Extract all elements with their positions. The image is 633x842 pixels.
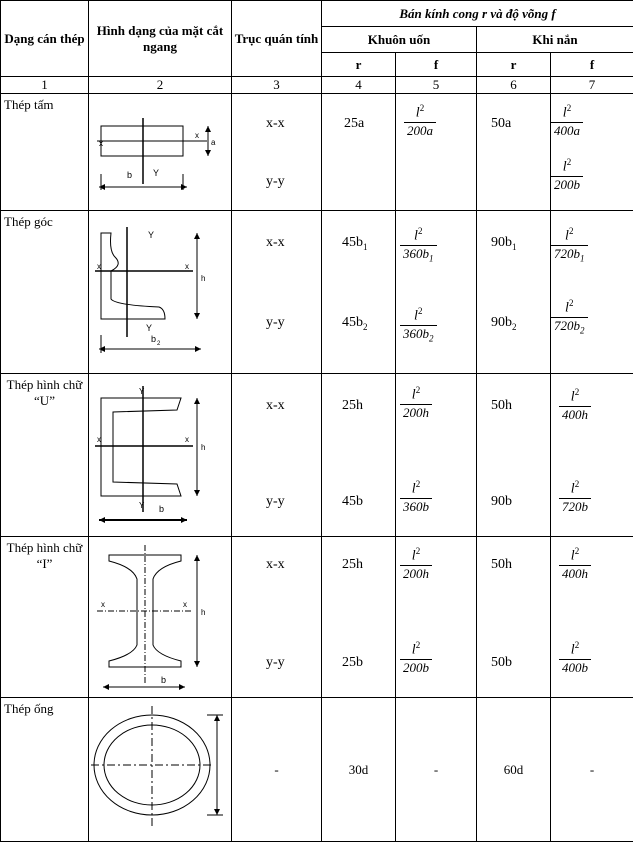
fraction: $\frac{l^2}{200a}$ xyxy=(404,100,436,139)
header-cross-section: Hình dạng của mặt cắt ngang xyxy=(89,1,232,77)
col-number: 7 xyxy=(551,77,633,94)
r-nan-thep-i xyxy=(477,537,551,698)
r-value: $45b_2$ xyxy=(342,315,368,332)
ibeam-section-diagram xyxy=(89,537,232,693)
axis-xx: x-x xyxy=(266,235,285,251)
axis-xx: x-x xyxy=(266,116,285,132)
header-khuon-uon: Khuôn uốn xyxy=(322,27,477,53)
header-steel-type: Dạng cán thép xyxy=(1,1,89,77)
fraction: $\frac{l^2}{400h}$ xyxy=(559,543,591,582)
svg-text:h: h xyxy=(201,608,205,617)
fraction: $\frac{l^2}{200h}$ xyxy=(400,543,432,582)
svg-text:Y: Y xyxy=(139,387,145,396)
fraction: $\frac{l^2}{200b}$ xyxy=(400,637,432,676)
svg-text:Y: Y xyxy=(146,323,152,333)
col-number: 3 xyxy=(232,77,322,94)
r-khuon-thep-u xyxy=(322,374,396,537)
channel-section-diagram xyxy=(89,374,232,532)
r-value: 25a xyxy=(344,116,364,132)
svg-text:x: x xyxy=(195,131,199,140)
row-name-thep-ong: Thép ống xyxy=(1,698,89,842)
svg-text:h: h xyxy=(201,443,205,452)
fraction: $\frac{l^2}{360b_1}$ xyxy=(400,223,437,266)
axes-thep-tam xyxy=(232,94,322,211)
axis-yy: y-y xyxy=(266,655,285,671)
header-khi-nan: Khi nắn xyxy=(477,27,633,53)
svg-text:Y: Y xyxy=(148,230,154,240)
r-khuon-thep-tam xyxy=(322,94,396,211)
r-nan-thep-u xyxy=(477,374,551,537)
fraction: $\frac{l^2}{200h}$ xyxy=(400,382,432,421)
fraction: $\frac{l^2}{400a}$ xyxy=(551,100,583,139)
svg-text:Y: Y xyxy=(139,501,145,510)
svg-text:Y: Y xyxy=(153,168,159,178)
r-value: 45b xyxy=(342,494,363,510)
f-nan-thep-tam xyxy=(551,94,633,211)
axis-yy: y-y xyxy=(266,315,285,331)
axes-thep-u xyxy=(232,374,322,537)
f-nan-thep-goc xyxy=(551,211,633,374)
plate-section-diagram xyxy=(89,94,232,206)
f-nan-thep-ong: - xyxy=(551,698,633,842)
axes-thep-i xyxy=(232,537,322,698)
r-value: 50h xyxy=(491,398,512,414)
svg-text:b: b xyxy=(151,334,156,344)
r-nan-thep-ong: 60d xyxy=(477,698,551,842)
axis-thep-ong: - xyxy=(232,698,322,842)
figure-channel xyxy=(89,374,232,537)
svg-text:a: a xyxy=(211,138,216,147)
r-khuon-thep-ong: 30d xyxy=(322,698,396,842)
f-khuon-thep-u xyxy=(396,374,477,537)
r-value: $45b_1$ xyxy=(342,235,368,252)
svg-text:x: x xyxy=(185,435,189,444)
f-khuon-thep-ong: - xyxy=(396,698,477,842)
fraction: $\frac{l^2}{720b}$ xyxy=(559,476,591,515)
f-khuon-thep-goc xyxy=(396,211,477,374)
fraction: $\frac{l^2}{360b_2}$ xyxy=(400,303,437,346)
f-nan-thep-i xyxy=(551,537,633,698)
fraction: $\frac{l^2}{720b_1}$ xyxy=(551,223,588,266)
fraction: $\frac{l^2}{400b}$ xyxy=(559,637,591,676)
col-number: 2 xyxy=(89,77,232,94)
svg-text:x: x xyxy=(101,600,105,609)
axes-thep-goc xyxy=(232,211,322,374)
row-name-thep-goc: Thép góc xyxy=(1,211,89,374)
header-inertia-axis: Trục quán tính xyxy=(232,1,322,77)
r-nan-thep-tam xyxy=(477,94,551,211)
row-name-thep-u: Thép hình chữ “U” xyxy=(1,374,89,537)
r-value: 50a xyxy=(491,116,511,132)
r-value: 25h xyxy=(342,398,363,414)
svg-text:x: x xyxy=(97,435,101,444)
r-value: 25h xyxy=(342,557,363,573)
svg-text:2: 2 xyxy=(157,341,161,347)
row-name-thep-i: Thép hình chữ “I” xyxy=(1,537,89,698)
angle-section-diagram xyxy=(89,211,232,369)
pipe-section-diagram xyxy=(89,698,232,837)
figure-angle xyxy=(89,211,232,374)
svg-text:x: x xyxy=(99,139,103,148)
axis-yy: y-y xyxy=(266,494,285,510)
r-value: 50b xyxy=(491,655,512,671)
r-value: $90b_1$ xyxy=(491,235,517,252)
col-number: 1 xyxy=(1,77,89,94)
figure-ibeam xyxy=(89,537,232,698)
header-f-khuon: f xyxy=(396,53,477,77)
fraction: $\frac{l^2}{400h}$ xyxy=(559,384,591,423)
header-r-khuon: r xyxy=(322,53,396,77)
r-nan-thep-goc xyxy=(477,211,551,374)
r-value: 50h xyxy=(491,557,512,573)
axis-yy: y-y xyxy=(266,174,285,190)
col-number: 6 xyxy=(477,77,551,94)
row-name-thep-tam: Thép tấm xyxy=(1,94,89,211)
col-number: 4 xyxy=(322,77,396,94)
f-khuon-thep-tam xyxy=(396,94,477,211)
axis-xx: x-x xyxy=(266,398,285,414)
r-value: $90b_2$ xyxy=(491,315,517,332)
r-value: 25b xyxy=(342,655,363,671)
r-value: 90b xyxy=(491,494,512,510)
f-khuon-thep-i xyxy=(396,537,477,698)
svg-text:x: x xyxy=(97,262,101,271)
svg-text:b: b xyxy=(159,504,164,514)
col-number: 5 xyxy=(396,77,477,94)
header-f-nan: f xyxy=(551,53,633,77)
svg-text:b: b xyxy=(161,675,166,685)
r-khuon-thep-goc xyxy=(322,211,396,374)
axis-xx: x-x xyxy=(266,557,285,573)
r-khuon-thep-i xyxy=(322,537,396,698)
fraction: $\frac{l^2}{360b}$ xyxy=(400,476,432,515)
header-radius-deflection: Bán kính cong r và độ võng f xyxy=(322,1,633,27)
fraction: $\frac{l^2}{720b_2}$ xyxy=(551,295,588,338)
header-r-nan: r xyxy=(477,53,551,77)
svg-text:x: x xyxy=(185,262,189,271)
fraction: $\frac{l^2}{200b}$ xyxy=(551,154,583,193)
f-nan-thep-u xyxy=(551,374,633,537)
svg-text:x: x xyxy=(183,600,187,609)
svg-text:h: h xyxy=(201,274,205,283)
svg-text:b: b xyxy=(127,170,132,180)
figure-plate xyxy=(89,94,232,211)
figure-pipe xyxy=(89,698,232,842)
